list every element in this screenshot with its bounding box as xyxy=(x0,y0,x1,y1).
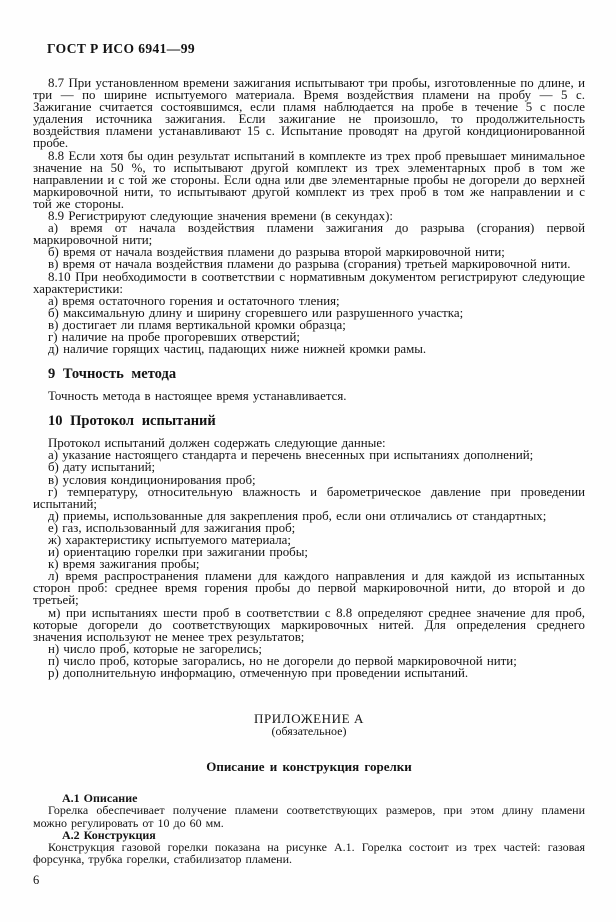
appendix-a1-heading: А.1 Описание xyxy=(62,791,138,806)
list-item-10-zh: ж) характеристику испытуемого материала; xyxy=(48,533,291,547)
list-item-8-10-g: г) наличие на пробе прогоревших отверстий; xyxy=(48,329,300,344)
paragraph-8-10-intro: 8.10 При необходимости в соответствии с нормативным документом регистрируют следующие характеристики: xyxy=(33,269,585,296)
paragraph-8-7: 8.7 При установленном времени зажигания испытывают три пробы, изготовленные по длине, и три — по ширине испытуемого материала. Время воздействия пламени на пробу — 5 с. Зажигание считается состоявшимся, если пламя наблюдается на пробе в течение 5 с после удаления источника зажигания. Если зажигание не произошло, то продолжительность воздействия пламени устанавливают 15 с. Испытание проводят на другой кондиционированной пробе. xyxy=(33,76,585,151)
list-item-8-10-a: а) время остаточного горения и остаточного тления; xyxy=(48,293,340,308)
appendix-a1-body: Горелка обеспечивает получение пламени соответствующих размеров, при этом длину пламени можно регулировать от 10 до 60 мм. xyxy=(33,803,585,830)
list-item-8-10-v: в) достигает ли пламя вертикальной кромки образца; xyxy=(48,317,346,332)
list-item-8-9-b: б) время от начала воздействия пламени до разрыва второй маркировочной нити; xyxy=(48,245,505,260)
appendix-a2-body: Конструкция газовой горелки показана на рисунке А.1. Горелка состоит из трех частей: газовая форсунка, трубка горелки, стабилизатор пламени. xyxy=(33,839,585,867)
appendix-note: (обязательное) xyxy=(271,724,347,739)
list-item-10-i: и) ориентацию горелки при зажигании пробы; xyxy=(48,545,308,560)
paragraph-8-8: 8.8 Если хотя бы один результат испытаний в комплекте из трех проб превышает минимальное значение на 50 %, то испытывают другой комплект из трех элементарных проб в том же направлении и с той же стороны. Если одна или две элементарные пробы не догорели до верхней маркировочной нити, то испытывают другой комплект из трех проб в том же направлении и с той же стороны. xyxy=(33,148,585,211)
list-item-10-b: б) дату испытаний; xyxy=(48,460,156,475)
list-item-10-d: д) приемы, использованные для закрепления проб, если они отличались от стандартных; xyxy=(48,508,547,523)
list-item-10-v: в) условия кондиционирования проб; xyxy=(48,472,256,487)
appendix-a xyxy=(33,712,585,865)
list-item-10-m: м) при испытаниях шести проб в соответствии с 8.8 определяют среднее значение для проб, которые догорели до соответствующих маркировочных нитей. Для определения среднего значения используют не менее трех результатов; xyxy=(33,605,585,644)
section-10-heading: 10 Протокол испытаний xyxy=(48,413,216,430)
list-item-8-10-b: б) максимальную длину и ширину сгоревшего или разрушенного участка; xyxy=(48,305,464,320)
list-item-10-g: г) температуру, относительную влажность и барометрическое давление при проведении испытаний; xyxy=(33,484,585,511)
paragraph-9: Точность метода в настоящее время устанавливается. xyxy=(48,389,347,404)
list-item-10-r: р) дополнительную информацию, отмеченную при проведении испытаний. xyxy=(48,666,469,681)
appendix-a2-heading: А.2 Конструкция xyxy=(62,827,156,842)
main-text-block xyxy=(33,77,585,679)
list-item-8-9-v: в) время от начала воздействия пламени до разрыва (сгорания) третьей маркировочной нити. xyxy=(48,257,571,272)
list-item-10-n: н) число проб, которые не загорелись; xyxy=(48,641,262,656)
list-item-10-p: п) число проб, которые загорались, но не догорели до первой маркировочной нити; xyxy=(48,653,517,668)
appendix-body xyxy=(33,792,585,865)
page-header: ГОСТ Р ИСО 6941—99 xyxy=(47,41,195,56)
paragraph-10-intro: Протокол испытаний должен содержать следующие данные: xyxy=(48,436,386,451)
list-item-8-9-a: а) время от начала воздействия пламени зажигания до разрыва (сгорания) первой маркировочной нити; xyxy=(33,221,585,248)
list-item-10-e: е) газ, использованный для зажигания проб; xyxy=(48,520,296,535)
list-item-10-l: л) время распространения пламени для каждого направления и для каждой из испытанных сторон проб: среднее время горения пробы до первой маркировочной нити, до второй и до третьей; xyxy=(33,569,585,608)
list-item-8-10-d: д) наличие горящих частиц, падающих ниже нижней кромки рамы. xyxy=(48,342,427,357)
section-9-heading: 9 Точность метода xyxy=(48,366,177,383)
paragraph-8-9-intro: 8.9 Регистрируют следующие значения времени (в секундах): xyxy=(48,209,393,224)
appendix-label: ПРИЛОЖЕНИЕ А xyxy=(253,711,365,727)
list-item-10-k: к) время зажигания пробы; xyxy=(48,557,200,572)
appendix-title: Описание и конструкция горелки xyxy=(206,759,412,775)
page-number: 6 xyxy=(33,873,40,888)
list-item-10-a: а) указание настоящего стандарта и перечень внесенных при испытаниях дополнений; xyxy=(48,448,534,463)
